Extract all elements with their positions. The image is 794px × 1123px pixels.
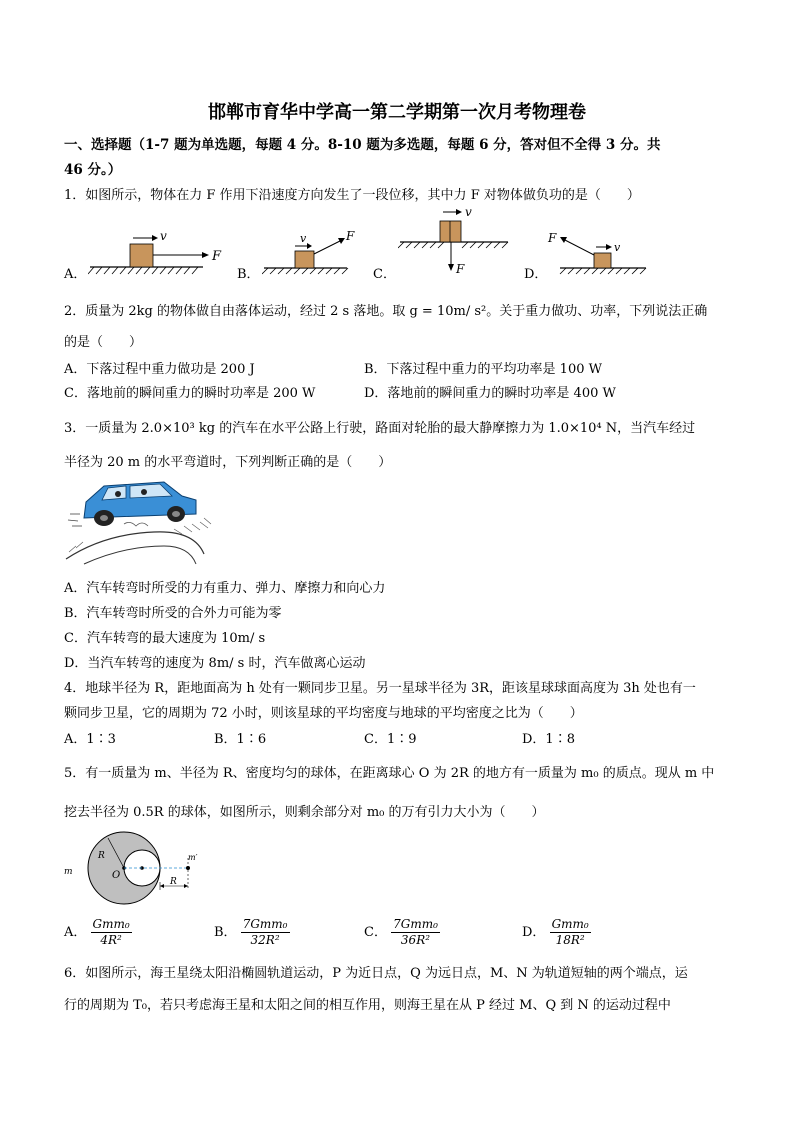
q5-sphere-figure — [64, 830, 214, 908]
q5-option-a — [64, 917, 132, 948]
q1c-F-label: F — [456, 262, 465, 276]
q3-option-b: B．汽车转弯时所受的合外力可能为零 — [64, 606, 282, 621]
section-header-line1: 一、选择题（1-7 题为单选题，每题 4 分。8-10 题为多选题，每题 6 分，答对但不全得 3 分。共 — [64, 137, 661, 153]
q5-option-d-den: 18R² — [555, 933, 585, 947]
q6-stem-line1: 6．如图所示，海王星绕太阳沿椭圆轨道运动，P 为近日点，Q 为远日点，M、N 为轨道短轴的两个端点，运 — [64, 966, 688, 981]
q1a-v-label: v — [160, 229, 167, 243]
q1b-F-label: F — [346, 229, 355, 243]
q3-option-c: C．汽车转弯的最大速度为 10m/ s — [64, 631, 266, 646]
q3-car-illustration — [64, 474, 212, 566]
q5-option-a-label: A． — [64, 925, 87, 940]
q1b-v-label: v — [300, 232, 307, 245]
q1-stem: 1．如图所示，物体在力 F 作用下沿速度方向发生了一段位移，其中力 F 对物体做负功的是（ ） — [64, 188, 640, 203]
q5-fig-mprime-label: m′ — [188, 853, 198, 862]
q1-label-b: B． — [237, 267, 260, 282]
q2-option-b: B．下落过程中重力的平均功率是 100 W — [364, 362, 602, 377]
q5-stem-line1: 5．有一质量为 m、半径为 R、密度均匀的球体，在距离球心 O 为 2R 的地方有一质量为 m₀ 的质点。现从 m 中 — [64, 766, 715, 781]
q1-label-a: A． — [64, 267, 87, 282]
q5-option-d — [522, 917, 591, 948]
q4-option-a: A．1∶3 — [64, 732, 116, 747]
q4-option-c: C．1∶9 — [364, 732, 417, 747]
q5-option-b-den: 32R² — [250, 933, 280, 947]
q2-option-c: C．落地前的瞬间重力的瞬时功率是 200 W — [64, 386, 316, 401]
q1-label-c: C． — [373, 267, 396, 282]
q3-option-d: D．当汽车转弯的速度为 8m/ s 时，汽车做离心运动 — [64, 656, 366, 671]
q5-fig-R2-label: R — [170, 877, 177, 887]
q1-label-d: D． — [524, 267, 548, 282]
q4-stem-line1: 4．地球半径为 R，距地面高为 h 处有一颗同步卫星。另一星球半径为 3R，距该星球球面高度为 3h 处也有一 — [64, 681, 696, 696]
q1c-v-label: v — [465, 205, 472, 219]
q5-option-d-fraction — [550, 917, 591, 948]
q5-option-a-fraction — [91, 917, 132, 948]
q5-option-a-den: 4R² — [100, 933, 122, 947]
q1-figure-d — [546, 228, 651, 278]
q1-figure-a — [88, 222, 233, 277]
q5-option-d-num: Gmm₀ — [551, 917, 589, 931]
q2-option-d: D．落地前的瞬间重力的瞬时功率是 400 W — [364, 386, 616, 401]
q2-option-a: A．下落过程中重力做功是 200 J — [64, 362, 255, 377]
q5-fig-m-label: m — [64, 867, 73, 877]
q5-option-c-label: C． — [364, 925, 387, 940]
q3-stem-line1: 3．一质量为 2.0×10³ kg 的汽车在水平公路上行驶，路面对轮胎的最大静摩擦力为 1.0×10⁴ N，当汽车经过 — [64, 421, 696, 436]
q5-fig-R1-label: R — [98, 851, 105, 861]
q5-fig-O-label: O — [112, 870, 121, 881]
q5-option-b-fraction — [241, 917, 290, 948]
q1-figure-b — [262, 226, 367, 278]
q3-stem-line2: 半径为 20 m 的水平弯道时，下列判断正确的是（ ） — [64, 455, 392, 470]
q2-stem-line2: 的是（ ） — [64, 335, 143, 350]
q6-stem-line2: 行的周期为 T₀，若只考虑海王星和太阳之间的相互作用，则海王星在从 P 经过 M、Q 到 N 的运动过程中 — [64, 998, 671, 1013]
q5-option-c — [364, 917, 440, 948]
page-title: 邯郸市育华中学高一第二学期第一次月考物理卷 — [208, 102, 586, 123]
q3-option-a: A．汽车转弯时所受的力有重力、弹力、摩擦力和向心力 — [64, 581, 386, 596]
q5-stem-line2: 挖去半径为 0.5R 的球体，如图所示，则剩余部分对 m₀ 的万有引力大小为（ ） — [64, 805, 545, 820]
q5-option-d-label: D． — [522, 925, 546, 940]
q4-option-d: D．1∶8 — [522, 732, 575, 747]
section-header-line2: 46 分。） — [64, 162, 122, 178]
q2-stem-line1: 2．质量为 2kg 的物体做自由落体运动，经过 2 s 落地。取 g = 10m/ s²。关于重力做功、功率，下列说法正确 — [64, 304, 708, 319]
q1d-F-label: F — [548, 231, 557, 245]
q5-option-c-den: 36R² — [400, 933, 431, 947]
q4-option-b: B．1∶6 — [214, 732, 267, 747]
q1a-F-label: F — [212, 249, 222, 264]
q5-option-b-label: B． — [214, 925, 237, 940]
q5-option-a-num: Gmm₀ — [92, 917, 130, 931]
q5-option-c-num: 7Gmm₀ — [393, 917, 438, 931]
q4-stem-line2: 颗同步卫星，它的周期为 72 小时，则该星球的平均密度与地球的平均密度之比为（ ） — [64, 706, 583, 721]
q5-option-c-fraction — [391, 917, 440, 948]
q5-option-b — [214, 917, 290, 948]
q1d-v-label: v — [614, 241, 621, 254]
q1-figure-c — [398, 205, 513, 277]
q5-option-b-num: 7Gmm₀ — [242, 917, 288, 931]
